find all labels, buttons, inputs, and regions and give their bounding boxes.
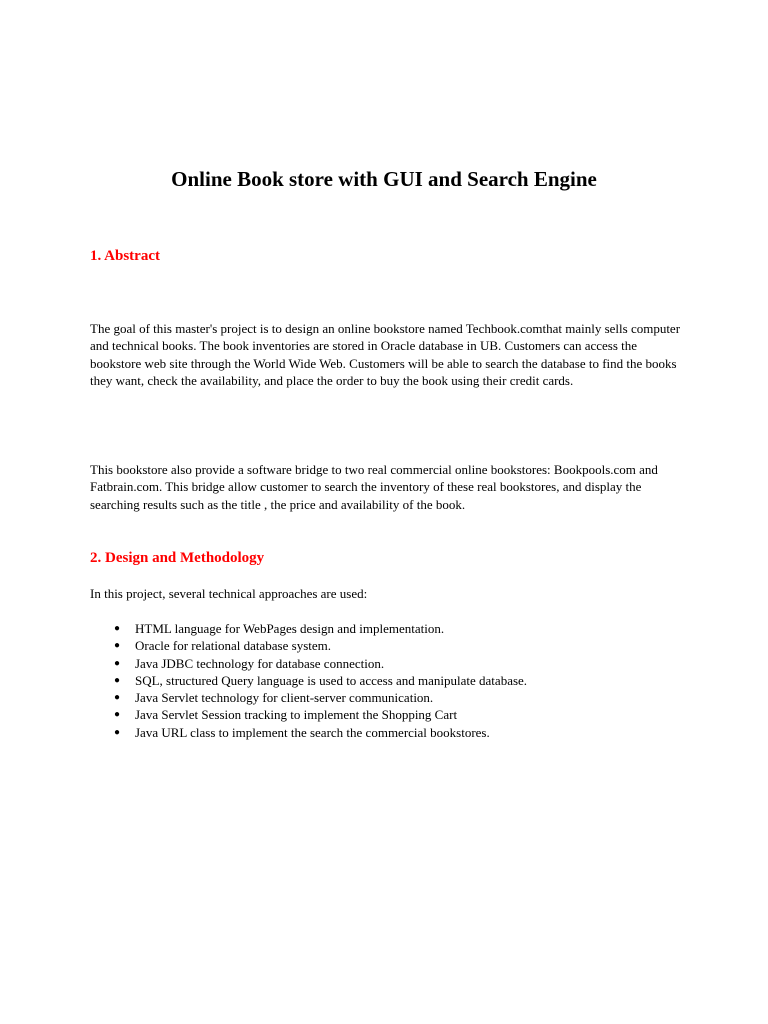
design-intro-paragraph: In this project, several technical approaches are used: bbox=[90, 586, 368, 601]
list-item-text: Java JDBC technology for database connection. bbox=[135, 655, 385, 671]
bullet-icon: ● bbox=[114, 709, 121, 721]
list-item bbox=[90, 637, 710, 654]
bullet-icon: ● bbox=[114, 623, 121, 634]
bullet-icon: ● bbox=[114, 726, 121, 738]
list-item bbox=[90, 672, 710, 689]
bullet-icon: ● bbox=[114, 692, 121, 704]
section-heading-abstract: 1. Abstract bbox=[90, 248, 160, 264]
list-item bbox=[90, 706, 710, 723]
list-item bbox=[90, 655, 710, 672]
abstract-paragraph: This bookstore also provide a software bridge to two real commercial online bookstores: Bookpools.com and Fatbrain.com. This bridge allow customer to search the inventory of these real bookstores, and display the searching results such as the title , the price and availability of the book. bbox=[90, 462, 658, 512]
bullet-icon: ● bbox=[114, 657, 121, 669]
bullet-icon: ● bbox=[114, 674, 121, 686]
list-item-text: HTML language for WebPages design and implementation. bbox=[135, 621, 445, 636]
list-item bbox=[90, 724, 710, 741]
list-item-text: Java Servlet technology for client-server communication. bbox=[135, 690, 434, 706]
list-item-text: Java URL class to implement the search the commercial bookstores. bbox=[135, 724, 490, 740]
abstract-paragraph: The goal of this master's project is to design an online bookstore named Techbook.comthat mainly sells computer and technical books. The book inventories are stored in Oracle database in UB. Customers can access the bookstore web site through the World Wide Web. Customers will be able to search the database to find the books they want, check the availability, and place the order to buy the book using their credit cards. bbox=[90, 321, 681, 388]
list-item-text: Java Servlet Session tracking to implement the Shopping Cart bbox=[135, 707, 458, 723]
technical-approaches-list bbox=[90, 620, 710, 741]
list-item-text: SQL, structured Query language is used to access and manipulate database. bbox=[135, 672, 528, 688]
document-title: Online Book store with GUI and Search Engine bbox=[171, 167, 597, 191]
list-item bbox=[90, 620, 710, 637]
list-item bbox=[90, 689, 710, 706]
bullet-icon: ● bbox=[114, 640, 121, 652]
list-item-text: Oracle for relational database system. bbox=[135, 638, 331, 654]
section-heading-design-methodology: 2. Design and Methodology bbox=[90, 550, 265, 566]
